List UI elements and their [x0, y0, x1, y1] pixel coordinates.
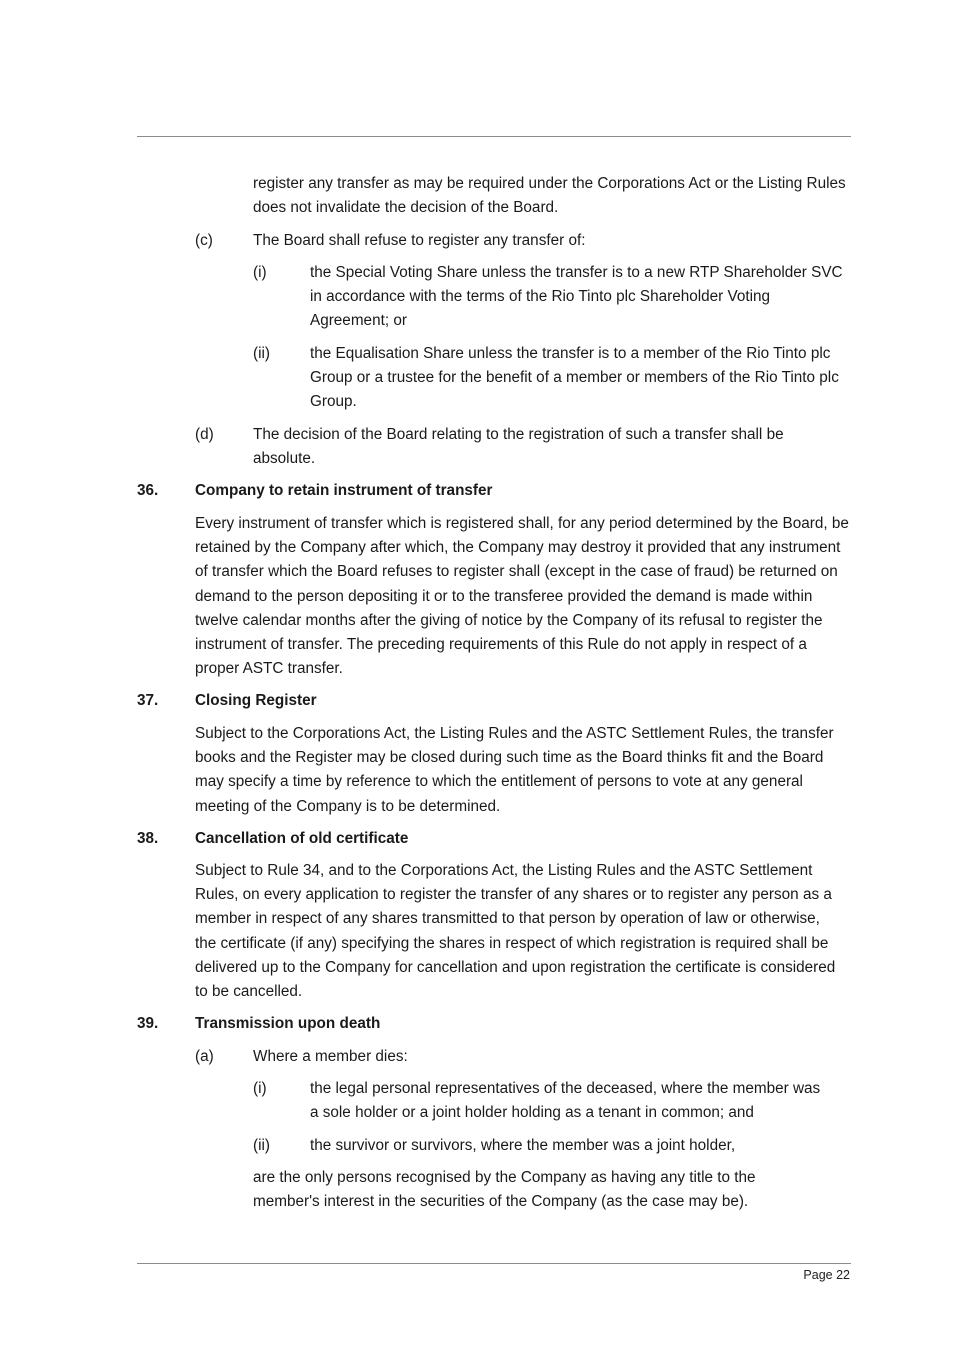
rule-36-heading: Company to retain instrument of transfer: [195, 482, 493, 499]
carryover-paragraph: register any transfer as may be required under the Corporations Act or the Listing Rules does not invalidate the decision of the Board.: [253, 175, 846, 217]
clause-c-ii-label: (ii): [253, 345, 270, 362]
page-number: Page 22: [803, 1268, 850, 1282]
clause-c-label: (c): [195, 232, 213, 249]
rule-39-heading: Transmission upon death: [195, 1015, 381, 1032]
clause-d-text: The decision of the Board relating to the registration of such a transfer shall be absolute.: [253, 426, 784, 468]
rule-38-number: 38.: [137, 830, 159, 847]
rule-37-body: Subject to the Corporations Act, the Listing Rules and the ASTC Settlement Rules, the transfer books and the Register may be closed during such time as the Board thinks fit and the Board may specify a time by reference to which the entitlement of persons to vote at any general meeting of the Company is to be determined.: [195, 725, 834, 815]
clause-39a-i-label: (i): [253, 1080, 267, 1097]
rule-37-heading: Closing Register: [195, 692, 317, 709]
clause-c-ii-text: the Equalisation Share unless the transfer is to a member of the Rio Tinto plc Group or a trustee for the benefit of a member or members of the Rio Tinto plc Group.: [310, 345, 839, 411]
clause-c-i-label: (i): [253, 264, 267, 281]
rule-36-body: Every instrument of transfer which is registered shall, for any period determined by the Board, be retained by the Company after which, the Company may destroy it provided that any instrument of transfer which the Board refuses to register shall (except in the case of fraud) be returned on demand to the person depositing it or to the transferee provided the demand is made within twelve calendar months after the giving of notice by the Company of its refusal to register the instrument of transfer. The preceding requirements of this Rule do not apply in respect of a proper ASTC transfer.: [195, 515, 849, 678]
rule-36-number: 36.: [137, 482, 159, 499]
clause-39a-tail: are the only persons recognised by the Company as having any title to the member's interest in the securities of the Company (as the case may be).: [253, 1169, 756, 1211]
clause-c-text: The Board shall refuse to register any transfer of:: [253, 232, 586, 249]
rule-39-number: 39.: [137, 1015, 159, 1032]
footer-rule: [137, 1263, 851, 1264]
clause-c-i-text: the Special Voting Share unless the transfer is to a new RTP Shareholder SVC in accordance with the terms of the Rio Tinto plc Shareholder Voting Agreement; or: [310, 264, 843, 330]
clause-39a-ii-text: the survivor or survivors, where the member was a joint holder,: [310, 1137, 736, 1154]
rule-38-body: Subject to Rule 34, and to the Corporations Act, the Listing Rules and the ASTC Settlement Rules, on every application to register the transfer of any shares or to register any person as a member in respect of any shares transmitted to that person by operation of law or otherwise, the certificate (if any) specifying the shares in respect of which registration is required shall be delivered up to the Company for cancellation and upon registration the certificate is considered to be cancelled.: [195, 862, 836, 1001]
clause-39a-label: (a): [195, 1048, 214, 1065]
clause-39a-i-text: the legal personal representatives of the deceased, where the member was a sole holder or a joint holder holding as a tenant in common; and: [310, 1080, 821, 1122]
clause-39a-text: Where a member dies:: [253, 1048, 408, 1065]
header-rule: [137, 136, 851, 137]
rule-37-number: 37.: [137, 692, 159, 709]
rule-38-heading: Cancellation of old certificate: [195, 830, 409, 847]
clause-d-label: (d): [195, 426, 214, 443]
clause-39a-ii-label: (ii): [253, 1137, 270, 1154]
